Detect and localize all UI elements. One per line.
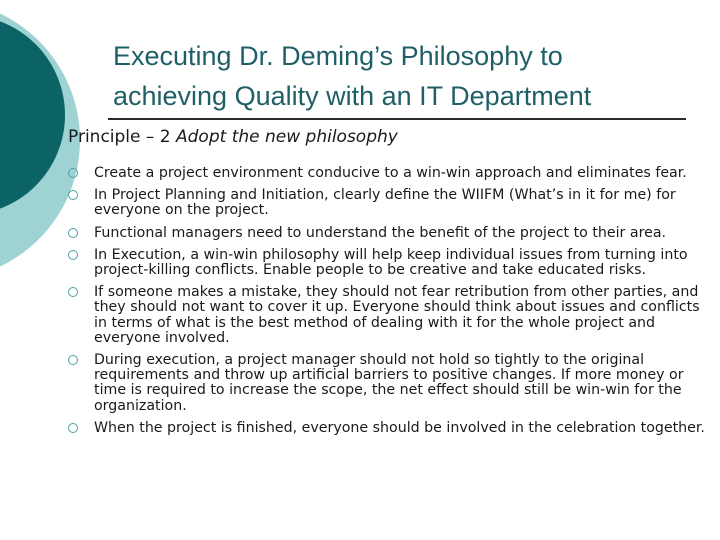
list-item-text: In Project Planning and Initiation, clearly define the WIIFM (What’s in it for me) for everyone on the project.: [94, 187, 676, 219]
list-item: [68, 188, 708, 218]
bullet-icon: [68, 250, 78, 260]
principle-heading: [68, 127, 398, 147]
list-item: [68, 248, 708, 278]
bullet-icon: [68, 287, 78, 297]
list-item: [68, 353, 708, 414]
bullet-icon: [68, 190, 78, 200]
title-line-1: Executing Dr. Deming’s Philosophy to: [113, 41, 563, 71]
bullet-icon: [68, 423, 78, 433]
list-item: [68, 421, 708, 436]
bullet-icon: [68, 168, 78, 178]
title-line-2: achieving Quality with an IT Department: [113, 81, 592, 111]
list-item: [68, 166, 708, 181]
list-item-text: When the project is finished, everyone should be involved in the celebration together.: [94, 419, 705, 436]
list-item-text: Create a project environment conducive to a win-win approach and eliminates fear.: [94, 165, 687, 181]
list-item-text: Functional managers need to understand the benefit of the project to their area.: [94, 224, 667, 241]
list-item-text: In Execution, a win-win philosophy will help keep individual issues from turning into project-killing conflicts. Enable people to be creative and take educated risks.: [94, 246, 688, 279]
bullet-icon: [68, 228, 78, 238]
bullet-list: [68, 166, 708, 443]
title-divider: [108, 118, 686, 120]
list-item-text: If someone makes a mistake, they should not fear retribution from other parties, and they should not want to cover it up. Everyone should think about issues and conflicts in terms of what is the best method of dealing with it for the whole project and everyone involved.: [94, 284, 700, 346]
list-item: [68, 226, 708, 241]
list-item-text: During execution, a project manager should not hold so tightly to the original requirements and throw up artificial barriers to positive changes. If more money or time is required to increase the scope, the net effect should still be win-win for the organization.: [94, 352, 684, 414]
heading-prefix: Principle – 2: [68, 127, 177, 147]
bullet-icon: [68, 355, 78, 365]
heading-italic: Adopt the new philosophy: [176, 127, 398, 147]
slide-title: [113, 36, 693, 116]
list-item: [68, 285, 708, 346]
